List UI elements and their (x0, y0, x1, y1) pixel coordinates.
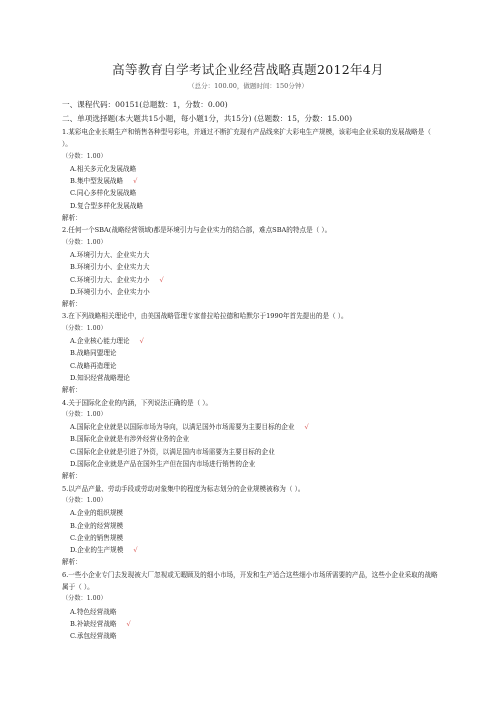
question-block (62, 310, 442, 396)
question-score: （分数：1.00） (62, 496, 107, 504)
question-score: （分数：1.00） (62, 152, 107, 160)
question-text: 2.任何一个SBA(战略经营领域)都是环境引力与企业实力的结合部，难点SBA的特点是（ ）。 (62, 226, 332, 235)
question-block (62, 483, 442, 569)
option-label: A.相关多元化发展战略 (70, 164, 137, 173)
question-text: 6.一些小企业专门去发现被大厂忽视或无暇顾及的细小市场，开发和生产适合这些细小市场所需要的产品，这些小企业采取的战略属于（ ）。 (62, 570, 438, 591)
option-d (62, 286, 442, 298)
option-b (62, 347, 442, 359)
option-a (62, 606, 442, 618)
option-a (62, 335, 442, 347)
option-label: D.知识经营战略理论 (70, 373, 130, 382)
analysis-label: 解析： (62, 558, 82, 567)
option-label: D.复合型多样化发展战略 (70, 201, 144, 210)
question-text: 4.关于国际化企业的内涵，下列说法正确的是（ ）。 (62, 398, 213, 407)
option-label: C.环境引力大、企业实力小 (70, 275, 150, 284)
analysis-label: 解析： (62, 386, 82, 395)
option-label: C.战略再造理论 (70, 361, 117, 370)
option-a (62, 421, 442, 433)
analysis-label: 解析： (62, 472, 82, 481)
option-label: A.企业核心能力理论 (70, 337, 130, 346)
correct-mark-icon: √ (159, 275, 164, 284)
option-label: C.国际化企业就是引进了外资，以满足国内市场需要为主要目标的企业 (70, 447, 275, 456)
option-a (62, 507, 442, 519)
option-label: B.补缺经营战略 (70, 619, 117, 628)
option-d (62, 544, 442, 556)
question-score: （分数：1.00） (62, 410, 107, 418)
question-text: 1.某彩电企业长期生产和销售各种型号彩电，并通过不断扩充现有产品线来扩大彩电生产规模，该彩电企业采取的发展战略是（ ）。 (62, 128, 431, 149)
option-d (62, 458, 442, 470)
question-score: （分数：1.00） (62, 595, 107, 603)
option-label: B.战略同盟理论 (70, 349, 117, 358)
option-label: D.国际化企业就是产品在国外生产但在国内市场进行销售的企业 (70, 460, 256, 469)
question-block (62, 397, 442, 483)
option-c (62, 446, 442, 458)
option-b (62, 175, 442, 187)
analysis-label: 解析： (62, 300, 82, 309)
option-label: D.环境引力小、企业实力小 (70, 287, 150, 296)
correct-mark-icon: √ (126, 619, 131, 628)
content (62, 98, 442, 642)
option-b (62, 618, 442, 630)
option-label: C.企业的销售规模 (70, 533, 124, 542)
option-label: B.国际化企业就是有涉外经营业务的企业 (70, 435, 190, 444)
section-heading-1: 一、课程代码：00151(总题数：1，分数：0.00) (62, 100, 228, 109)
question-block (62, 569, 442, 643)
option-a (62, 249, 442, 261)
correct-mark-icon: √ (139, 337, 144, 346)
question-score: （分数：1.00） (62, 324, 107, 332)
section-heading-2: 二、单项选择题(本大题共15小题，每小题1分，共15分) (总题数：15，分数：15.00) (62, 114, 353, 123)
option-b (62, 520, 442, 532)
question-score: （分数：1.00） (62, 238, 107, 246)
analysis-label: 解析： (62, 214, 82, 223)
option-label: A.国际化企业就是以国际市场为导向，以满足国外市场需要为主要目标的企业 (70, 423, 295, 432)
option-b (62, 261, 442, 273)
option-label: A.特色经营战略 (70, 607, 117, 616)
option-c (62, 274, 442, 286)
option-c (62, 532, 442, 544)
option-d (62, 372, 442, 384)
option-label: A.企业的组织规模 (70, 509, 124, 518)
option-c (62, 187, 442, 199)
question-block (62, 224, 442, 310)
option-label: B.环境引力小、企业实力大 (70, 263, 150, 272)
option-label: C.承包经营战略 (70, 632, 117, 641)
option-label: D.企业的生产规模 (70, 546, 124, 555)
option-b (62, 433, 442, 445)
question-text: 5.以产品产量、劳动手段或劳动对象集中的程度为标志划分的企业规模被称为（ ）。 (62, 484, 305, 493)
option-label: C.同心多样化发展战略 (70, 189, 137, 198)
question-block (62, 126, 442, 224)
option-a (62, 163, 442, 175)
exam-meta: （总分：100.00，做题时间：150分钟） (188, 82, 308, 90)
option-d (62, 200, 442, 212)
option-c (62, 630, 442, 642)
correct-mark-icon: √ (304, 423, 309, 432)
question-text: 3.在下列战略相关理论中，由美国战略管理专家普拉哈拉德和哈默尔于1990年首先提出的是（ ）。 (62, 312, 348, 321)
correct-mark-icon: √ (133, 177, 138, 186)
option-label: A.环境引力大、企业实力大 (70, 250, 150, 259)
option-c (62, 360, 442, 372)
page-title: 高等教育自学考试企业经营战略真题2012年4月 (112, 62, 384, 77)
option-label: B.企业的经营规模 (70, 521, 124, 530)
correct-mark-icon: √ (133, 546, 138, 555)
option-label: B.集中型发展战略 (70, 177, 124, 186)
